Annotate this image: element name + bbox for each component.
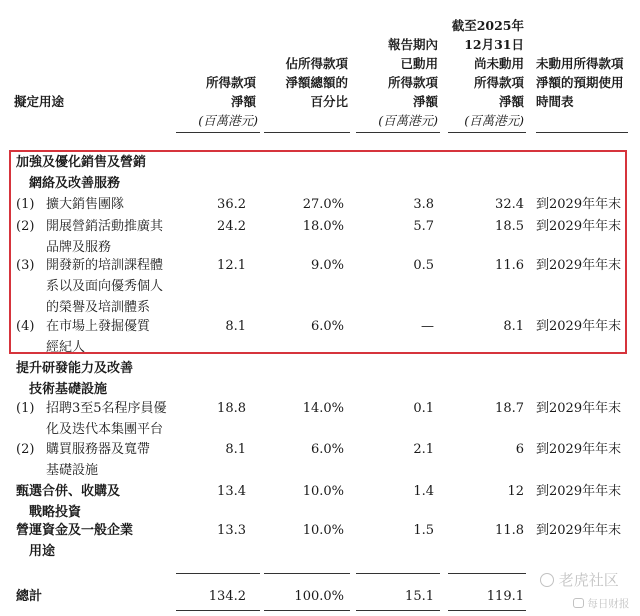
standalone-item-text: [16, 520, 133, 562]
tiger-logo-icon: [540, 573, 554, 587]
cell-unused: 6: [515, 442, 524, 457]
total-rule-bottom: [176, 610, 260, 611]
header-line: 佔所得款項: [285, 56, 348, 71]
item-text-line: 營運資金及一般企業: [16, 523, 134, 538]
item-number: (1): [16, 197, 35, 212]
cell-unused: 32.4: [495, 197, 524, 212]
item-text-line: 的榮譽及培訓體系: [46, 300, 151, 315]
header-rule: [264, 132, 350, 133]
section-title: [16, 152, 146, 194]
title-line: 網絡及改善服務: [29, 176, 121, 191]
cell-unused: 12: [507, 484, 524, 499]
header-line: 淨額: [412, 94, 438, 109]
cell-net: 13.3: [217, 523, 246, 538]
standalone-item-text: [16, 481, 120, 523]
cell-time: 到2029年年末: [536, 197, 622, 212]
item-text-line: 用途: [29, 544, 56, 559]
title-line: 提升研發能力及改善: [16, 361, 134, 376]
header-line: 尚未動用: [473, 56, 524, 71]
item-number: (2): [16, 442, 35, 457]
cell-unused: 11.6: [495, 258, 524, 273]
item-text-line: 購買服務器及寬帶: [46, 442, 151, 457]
cell-unused: 18.7: [495, 401, 524, 416]
cell-unused: 18.5: [495, 219, 524, 234]
cell-pct: 18.0%: [302, 219, 344, 234]
item-text-line: 開展營銷活動推廣其: [46, 219, 164, 234]
cell-used: 3.8: [413, 197, 434, 212]
total-rule-top: [176, 573, 260, 574]
cell-pct: 27.0%: [302, 197, 344, 212]
cell-time: 到2029年年末: [536, 219, 622, 234]
header-line: 所得款項: [387, 75, 438, 90]
header-net-proceeds: [186, 73, 256, 111]
item-text: [46, 398, 167, 440]
item-text-line: 開發新的培訓課程體: [46, 258, 164, 273]
total-rule-bottom: [264, 610, 350, 611]
item-text: [46, 216, 163, 258]
header-line: 時間表: [536, 94, 574, 109]
cell-time: 到2029年年末: [536, 401, 622, 416]
cell-pct: 6.0%: [310, 442, 344, 457]
header-timeline: [536, 54, 624, 111]
cell-pct: 9.0%: [310, 258, 344, 273]
header-line: 淨額: [498, 94, 524, 109]
watermark-text: 每日财报: [587, 598, 630, 610]
header-line: 所得款項: [473, 75, 524, 90]
cell-unused: 8.1: [503, 319, 524, 334]
header-rule: [176, 132, 260, 133]
total-rule-top: [264, 573, 350, 574]
title-line: 技術基礎設施: [29, 382, 108, 397]
header-rule: [536, 132, 628, 133]
watermark-text: 老虎社区: [558, 571, 619, 589]
cell-time: 到2029年年末: [536, 523, 622, 538]
header-rule: [448, 132, 526, 133]
watermark-secondary: [573, 596, 629, 611]
item-text-line: 甄選合併、收購及: [16, 484, 121, 499]
section-title: [16, 358, 133, 400]
header-line: 百分比: [310, 94, 348, 109]
total-rule-bottom: [448, 610, 526, 611]
cell-net: 18.8: [217, 401, 246, 416]
total-used: 15.1: [405, 589, 434, 604]
header-line: 12月31日: [464, 37, 524, 52]
item-text: [46, 316, 150, 358]
item-text-line: 在市場上發掘優質: [46, 319, 151, 334]
cell-unused: 11.8: [495, 523, 524, 538]
total-label: 總計: [16, 589, 43, 604]
header-line: 未動用所得款項: [536, 56, 624, 71]
total-pct: 100.0%: [294, 589, 344, 604]
header-line: 淨額: [230, 94, 256, 109]
item-text: [46, 255, 163, 318]
total-net: 134.2: [208, 589, 246, 604]
item-text-line: 擴大銷售團隊: [46, 197, 125, 212]
cell-used: 2.1: [413, 442, 434, 457]
item-text-line: 戰略投資: [29, 505, 82, 520]
cell-pct: 10.0%: [302, 523, 344, 538]
cell-net: 8.1: [225, 319, 246, 334]
cell-used: 0.5: [413, 258, 434, 273]
unit-label: (百萬港元): [464, 113, 524, 128]
cell-net: 24.2: [217, 219, 246, 234]
watermark: [540, 569, 619, 590]
item-number: (3): [16, 258, 35, 273]
unit-label: (百萬港元): [198, 113, 258, 128]
item-text: [46, 194, 124, 215]
cell-used: 5.7: [413, 219, 434, 234]
cell-used: —: [421, 319, 434, 334]
title-line: 加強及優化銷售及營銷: [16, 155, 147, 170]
cell-pct: 14.0%: [302, 401, 344, 416]
total-rule-bottom: [356, 610, 440, 611]
cell-time: 到2029年年末: [536, 484, 622, 499]
header-line: 截至2025年: [451, 18, 524, 33]
cell-time: 到2029年年末: [536, 258, 622, 273]
cell-net: 8.1: [225, 442, 246, 457]
item-number: (1): [16, 401, 35, 416]
header-line: 報告期內: [387, 37, 438, 52]
header-line: 淨額總額的: [285, 75, 348, 90]
total-rule-top: [356, 573, 440, 574]
cell-used: 0.1: [413, 401, 434, 416]
total-rule-top: [448, 573, 526, 574]
item-number: (2): [16, 219, 35, 234]
cell-pct: 6.0%: [310, 319, 344, 334]
cell-pct: 10.0%: [302, 484, 344, 499]
cell-time: 到2029年年末: [536, 442, 622, 457]
header-rule: [356, 132, 440, 133]
cell-net: 12.1: [217, 258, 246, 273]
header-unutilized: [448, 16, 524, 111]
cell-net: 13.4: [217, 484, 246, 499]
header-purpose: 擬定用途: [14, 94, 65, 109]
chat-bubble-icon: [573, 598, 584, 608]
header-line: 所得款項: [205, 75, 256, 90]
item-text: [46, 439, 150, 481]
header-line: 已動用: [400, 56, 438, 71]
cell-net: 36.2: [217, 197, 246, 212]
total-unused: 119.1: [486, 589, 524, 604]
cell-time: 到2029年年末: [536, 319, 622, 334]
header-line: 淨額的預期使用: [536, 75, 624, 90]
item-text-line: 經紀人: [46, 340, 86, 355]
item-text-line: 化及迭代本集團平台: [46, 422, 164, 437]
cell-used: 1.5: [413, 523, 434, 538]
header-percentage: [262, 54, 348, 111]
item-text-line: 系以及面向優秀個人: [46, 279, 164, 294]
item-text-line: 品牌及服務: [46, 240, 112, 255]
item-text-line: 基礎設施: [46, 463, 99, 478]
unit-label: (百萬港元): [378, 113, 438, 128]
item-number: (4): [16, 319, 35, 334]
header-utilized: [362, 35, 438, 111]
item-text-line: 招聘3至5名程序員優: [46, 401, 167, 416]
cell-used: 1.4: [413, 484, 434, 499]
